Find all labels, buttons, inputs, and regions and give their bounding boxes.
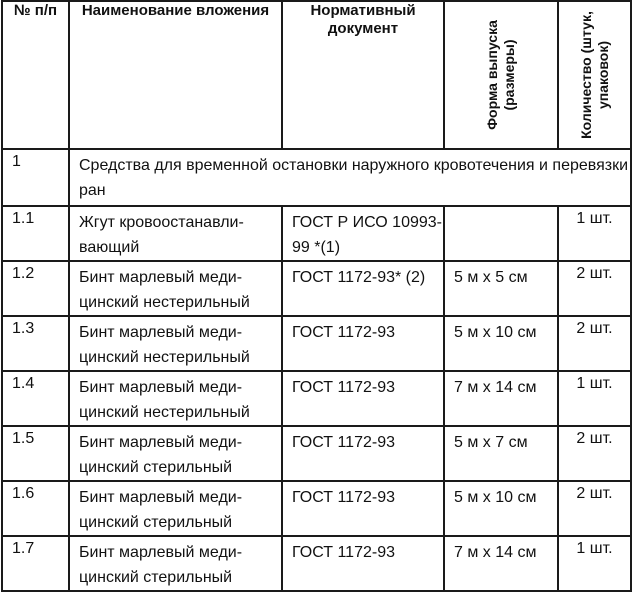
table-row xyxy=(2,371,631,426)
row-form: 7 м х 14 см xyxy=(444,536,558,591)
row-qty: 2 шт. xyxy=(558,261,631,316)
row-num: 1.5 xyxy=(2,426,69,481)
row-num: 1.7 xyxy=(2,536,69,591)
row-name: Жгут кровоостанавли-вающий xyxy=(69,206,282,261)
row-num: 1.1 xyxy=(2,206,69,261)
row-num: 1.4 xyxy=(2,371,69,426)
header-num: № п/п xyxy=(2,1,69,149)
row-num: 1.2 xyxy=(2,261,69,316)
section-title: Средства для временной остановки наружного кровотечения и перевязки ран xyxy=(69,149,631,206)
row-doc: ГОСТ 1172-93* (2) xyxy=(282,261,444,316)
table-row xyxy=(2,481,631,536)
row-form: 5 м х 5 см xyxy=(444,261,558,316)
row-name: Бинт марлевый меди-цинский стерильный xyxy=(69,481,282,536)
row-doc: ГОСТ 1172-93 xyxy=(282,426,444,481)
row-doc: ГОСТ Р ИСО 10993-99 *(1) xyxy=(282,206,444,261)
header-doc: Нормативный документ xyxy=(282,1,444,149)
row-qty: 1 шт. xyxy=(558,536,631,591)
regulation-table xyxy=(1,0,632,592)
row-name: Бинт марлевый меди-цинский стерильный xyxy=(69,536,282,591)
row-qty: 2 шт. xyxy=(558,316,631,371)
header-form: Форма выпуска (размеры) xyxy=(444,1,558,149)
row-doc: ГОСТ 1172-93 xyxy=(282,536,444,591)
row-form: 5 м х 7 см xyxy=(444,426,558,481)
row-num: 1.3 xyxy=(2,316,69,371)
row-form: 7 м х 14 см xyxy=(444,371,558,426)
section-row xyxy=(2,149,631,206)
row-name: Бинт марлевый меди-цинский нестерильный xyxy=(69,261,282,316)
row-form: 5 м х 10 см xyxy=(444,481,558,536)
row-form: 5 м х 10 см xyxy=(444,316,558,371)
row-qty: 1 шт. xyxy=(558,206,631,261)
row-name: Бинт марлевый меди-цинский нестерильный xyxy=(69,371,282,426)
table-row xyxy=(2,261,631,316)
row-doc: ГОСТ 1172-93 xyxy=(282,371,444,426)
row-doc: ГОСТ 1172-93 xyxy=(282,316,444,371)
table-row xyxy=(2,316,631,371)
row-qty: 1 шт. xyxy=(558,371,631,426)
header-qty: Количество (штук, упаковок) xyxy=(558,1,631,149)
row-doc: ГОСТ 1172-93 xyxy=(282,481,444,536)
table-row xyxy=(2,206,631,261)
row-qty: 2 шт. xyxy=(558,481,631,536)
section-num: 1 xyxy=(2,149,69,206)
table-row xyxy=(2,536,631,591)
row-name: Бинт марлевый меди-цинский нестерильный xyxy=(69,316,282,371)
table-row xyxy=(2,426,631,481)
row-qty: 2 шт. xyxy=(558,426,631,481)
header-name: Наименование вложения xyxy=(69,1,282,149)
row-name: Бинт марлевый меди-цинский стерильный xyxy=(69,426,282,481)
row-form xyxy=(444,206,558,261)
header-row xyxy=(2,1,631,149)
row-num: 1.6 xyxy=(2,481,69,536)
